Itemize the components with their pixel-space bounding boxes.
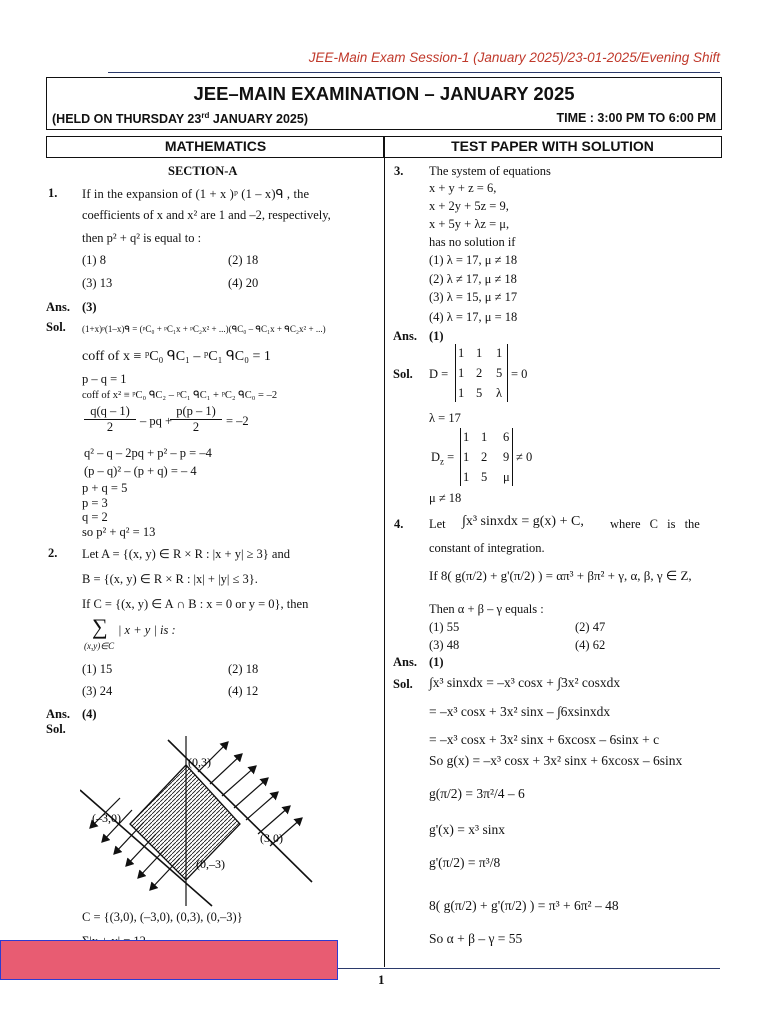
q2-line2: B = {(x, y) ∈ R × R : |x| + |y| ≤ 3}. xyxy=(82,572,258,586)
q1-sol-expansion: (1+x)ᵖ(1–x)ᑫ = (ᵖC₀ + ᵖC₁x + ᵖC₂x² + ...)(ᑫC₀ – ᑫC₁x + ᑫC₂x² + ...) xyxy=(82,324,326,334)
q4-answer: (1) xyxy=(429,655,444,669)
q1-number: 1. xyxy=(48,186,58,200)
det-d-r2c2: 2 xyxy=(476,366,483,380)
q2-option-4: (4) 12 xyxy=(228,684,259,698)
q2-sigma-body: | x + y | is : xyxy=(118,623,176,637)
dz-sub: z xyxy=(440,456,445,467)
q2-sigma: ∑ xyxy=(92,614,108,639)
q2-line3: If C = {(x, y) ∈ A ∩ B : x = 0 or y = 0}, then xyxy=(82,597,309,611)
q1-answer-label: Ans. xyxy=(46,300,70,314)
q2-number: 2. xyxy=(48,546,58,560)
q3-line3: x + 2y + 5z = 9, xyxy=(429,199,509,213)
q4-number: 4. xyxy=(394,517,404,531)
point-label-right: (3,0) xyxy=(260,831,283,845)
q3-option-1: (1) λ = 17, μ ≠ 18 xyxy=(429,253,518,267)
page-number: 1 xyxy=(378,972,385,987)
q4-sol-step6: g'(x) = x³ sinx xyxy=(429,822,505,837)
q1-sol-result: so p² + q² = 13 xyxy=(82,525,156,539)
dz-equals-sign: = xyxy=(447,450,455,464)
q1-sol-step9: p = 3 xyxy=(82,496,108,510)
q2-option-3: (3) 24 xyxy=(82,684,113,698)
q1-solution-label: Sol. xyxy=(46,320,66,334)
q4-sol-step1: ∫x³ sinxdx = –x³ cosx + ∫3x² cosxdx xyxy=(429,675,621,690)
det-dz-r1c1: 1 xyxy=(463,430,470,444)
det-dz-r3c2: 5 xyxy=(481,470,488,484)
det-dz-r1c3: 6 xyxy=(503,430,510,444)
det-dz-r2c2: 2 xyxy=(481,450,488,464)
q4-sol-step4: So g(x) = –x³ cosx + 3x² sinx + 6xcosx – 6sinx xyxy=(429,753,683,768)
exam-title: JEE–MAIN EXAMINATION – JANUARY 2025 xyxy=(193,83,575,104)
q1-option-1: (1) 8 xyxy=(82,253,106,267)
det-dz-r1c2: 1 xyxy=(481,430,488,444)
q2-option-1: (1) 15 xyxy=(82,662,113,676)
q1-sol-fraction-p xyxy=(170,404,222,435)
q1-sol-coeff-x: coff of x ≡ ᵖC₀ ᑫC₁ – ᵖC₁ ᑫC₀ = 1 xyxy=(82,349,271,364)
q1-line3: then p² + q² is equal to : xyxy=(82,231,202,245)
det-d-r3c2: 5 xyxy=(476,386,483,400)
q3-line2: x + y + z = 6, xyxy=(429,181,497,195)
held-prefix: (HELD ON THURSDAY 23 xyxy=(52,112,202,127)
det-d-r3c1: 1 xyxy=(458,386,465,400)
det-dz-left-bar xyxy=(460,428,461,486)
held-sup: rd xyxy=(201,111,210,120)
held-on-date xyxy=(52,111,308,126)
q4-where-c: where C is the xyxy=(610,517,700,531)
q1-answer: (3) xyxy=(82,300,97,314)
q1-sol-pq-term: – pq + xyxy=(140,414,173,428)
q4-line2: constant of integration. xyxy=(429,541,545,555)
q4-sol-step2: = –x³ cosx + 3x² sinx – ∫6xsinxdx xyxy=(429,704,611,719)
q1-frac-p-den: 2 xyxy=(192,420,200,434)
det-dz-r3c1: 1 xyxy=(463,470,470,484)
q1-line1: If in the expansion of (1 + x )ᵖ (1 – x)ᑫ , the xyxy=(82,187,310,201)
section-heading: SECTION-A xyxy=(168,164,238,178)
q3-d-label: D = xyxy=(429,367,449,381)
q3-lambda-value: λ = 17 xyxy=(429,411,461,425)
det-d-r2c1: 1 xyxy=(458,366,465,380)
q2-line1: Let A = {(x, y) ∈ R × R : |x + y| ≥ 3} and xyxy=(82,547,290,561)
q1-sol-step6: q² – q – 2pq + p² – p = –4 xyxy=(84,446,212,460)
q4-solution-label: Sol. xyxy=(393,677,413,691)
q2-sigma-subscript: (x,y)∈C xyxy=(84,641,115,651)
q1-option-2: (2) 18 xyxy=(228,253,259,267)
q4-option-1: (1) 55 xyxy=(429,620,460,634)
header-rule xyxy=(108,72,720,73)
q1-sol-coeff-x2: coff of x² ≡ ᵖC₀ ᑫC₂ – ᵖC₁ ᑫC₁ + ᵖC₂ ᑫC₀ = –2 xyxy=(82,390,278,401)
q1-line2: coefficients of x and x² are 1 and –2, respectively, xyxy=(82,208,331,222)
q2-answer-label: Ans. xyxy=(46,707,70,721)
det-d-r1c2: 1 xyxy=(476,346,483,360)
q3-number: 3. xyxy=(394,164,404,178)
q3-option-2: (2) λ ≠ 17, μ ≠ 18 xyxy=(429,272,517,286)
column-header-test-paper: TEST PAPER WITH SOLUTION xyxy=(383,136,722,158)
q4-sol-step8: 8( g(π/2) + g'(π/2) ) = π³ + 6π² – 48 xyxy=(429,898,619,913)
q1-sol-step10: q = 2 xyxy=(82,510,108,524)
det-d-r1c1: 1 xyxy=(458,346,465,360)
q3-line1: The system of equations xyxy=(429,164,551,178)
q3-dz-label xyxy=(431,450,454,467)
q1-option-4: (4) 20 xyxy=(228,276,259,290)
det-dz-right-bar xyxy=(512,428,513,486)
q4-line4: Then α + β – γ equals : xyxy=(429,602,544,616)
q3-answer: (1) xyxy=(429,329,444,343)
q1-sol-fraction-q xyxy=(84,404,136,435)
exam-time: TIME : 3:00 PM TO 6:00 PM xyxy=(556,111,716,125)
det-d-r1c3: 1 xyxy=(496,346,503,360)
q1-sol-step8: p + q = 5 xyxy=(82,481,128,495)
q3-line5: has no solution if xyxy=(429,235,516,249)
det-dz-r2c3: 9 xyxy=(503,450,510,464)
q2-answer: (4) xyxy=(82,707,97,721)
q4-line3: If 8( g(π/2) + g'(π/2) ) = απ³ + βπ² + γ, α, β, γ ∈ Z, xyxy=(429,568,692,583)
q4-sol-step7: g'(π/2) = π³/8 xyxy=(429,855,501,870)
q2-option-2: (2) 18 xyxy=(228,662,259,676)
q1-option-3: (3) 13 xyxy=(82,276,113,290)
q2-c-set: C = {(3,0), (–3,0), (0,3), (0,–3)} xyxy=(82,910,243,924)
q1-sol-eq-minus2: = –2 xyxy=(226,414,249,428)
q3-solution-label: Sol. xyxy=(393,367,413,381)
q4-let: Let xyxy=(429,517,446,531)
exam-header: JEE-Main Exam Session-1 (January 2025)/23-01-2025/Evening Shift xyxy=(308,50,720,65)
q4-sol-step3: = –x³ cosx + 3x² sinx + 6xcosx – 6sinx + c xyxy=(429,732,660,747)
q4-sol-result: So α + β – γ = 55 xyxy=(429,931,523,946)
det-d-right-bar xyxy=(507,344,508,402)
q3-option-4: (4) λ = 17, μ = 18 xyxy=(429,310,518,324)
q4-option-4: (4) 62 xyxy=(575,638,606,652)
det-dz-r3c3: μ xyxy=(503,470,510,484)
q4-answer-label: Ans. xyxy=(393,655,417,669)
point-label-left: (–3,0) xyxy=(92,811,121,825)
q1-sol-p-minus-q: p – q = 1 xyxy=(82,372,127,386)
q1-frac-p-num: p(p – 1) xyxy=(176,404,216,418)
q3-option-3: (3) λ = 15, μ ≠ 17 xyxy=(429,290,518,304)
dz-d: D xyxy=(431,450,441,464)
det-d-equals: = 0 xyxy=(511,367,528,381)
point-label-top: (0,3) xyxy=(188,755,211,769)
point-label-bottom: (0,–3) xyxy=(196,857,225,871)
column-divider xyxy=(384,157,385,967)
column-header-mathematics: MATHEMATICS xyxy=(46,136,385,158)
highlight-overlay xyxy=(0,940,338,980)
q1-frac-q-num: q(q – 1) xyxy=(90,404,130,418)
q4-sol-step5: g(π/2) = 3π²/4 – 6 xyxy=(429,786,525,801)
q2-region-diagram xyxy=(80,730,330,910)
q4-option-3: (3) 48 xyxy=(429,638,460,652)
det-dz-r2c1: 1 xyxy=(463,450,470,464)
q3-line4: x + 5y + λz = μ, xyxy=(429,217,510,231)
held-suffix: JANUARY 2025) xyxy=(209,112,308,127)
q1-sol-step7: (p – q)² – (p + q) = – 4 xyxy=(84,464,197,478)
q4-integral: ∫x³ sinxdx = g(x) + C, xyxy=(462,514,584,529)
det-d-r2c3: 5 xyxy=(496,366,503,380)
q2-solution-label: Sol. xyxy=(46,722,66,736)
q1-frac-q-den: 2 xyxy=(106,420,114,434)
q4-option-2: (2) 47 xyxy=(575,620,606,634)
title-box xyxy=(46,77,722,130)
det-dz-not-equal: ≠ 0 xyxy=(516,450,533,464)
det-d-r3c3: λ xyxy=(496,386,503,400)
q3-mu-value: μ ≠ 18 xyxy=(429,491,462,505)
det-d-left-bar xyxy=(455,344,456,402)
q3-answer-label: Ans. xyxy=(393,329,417,343)
